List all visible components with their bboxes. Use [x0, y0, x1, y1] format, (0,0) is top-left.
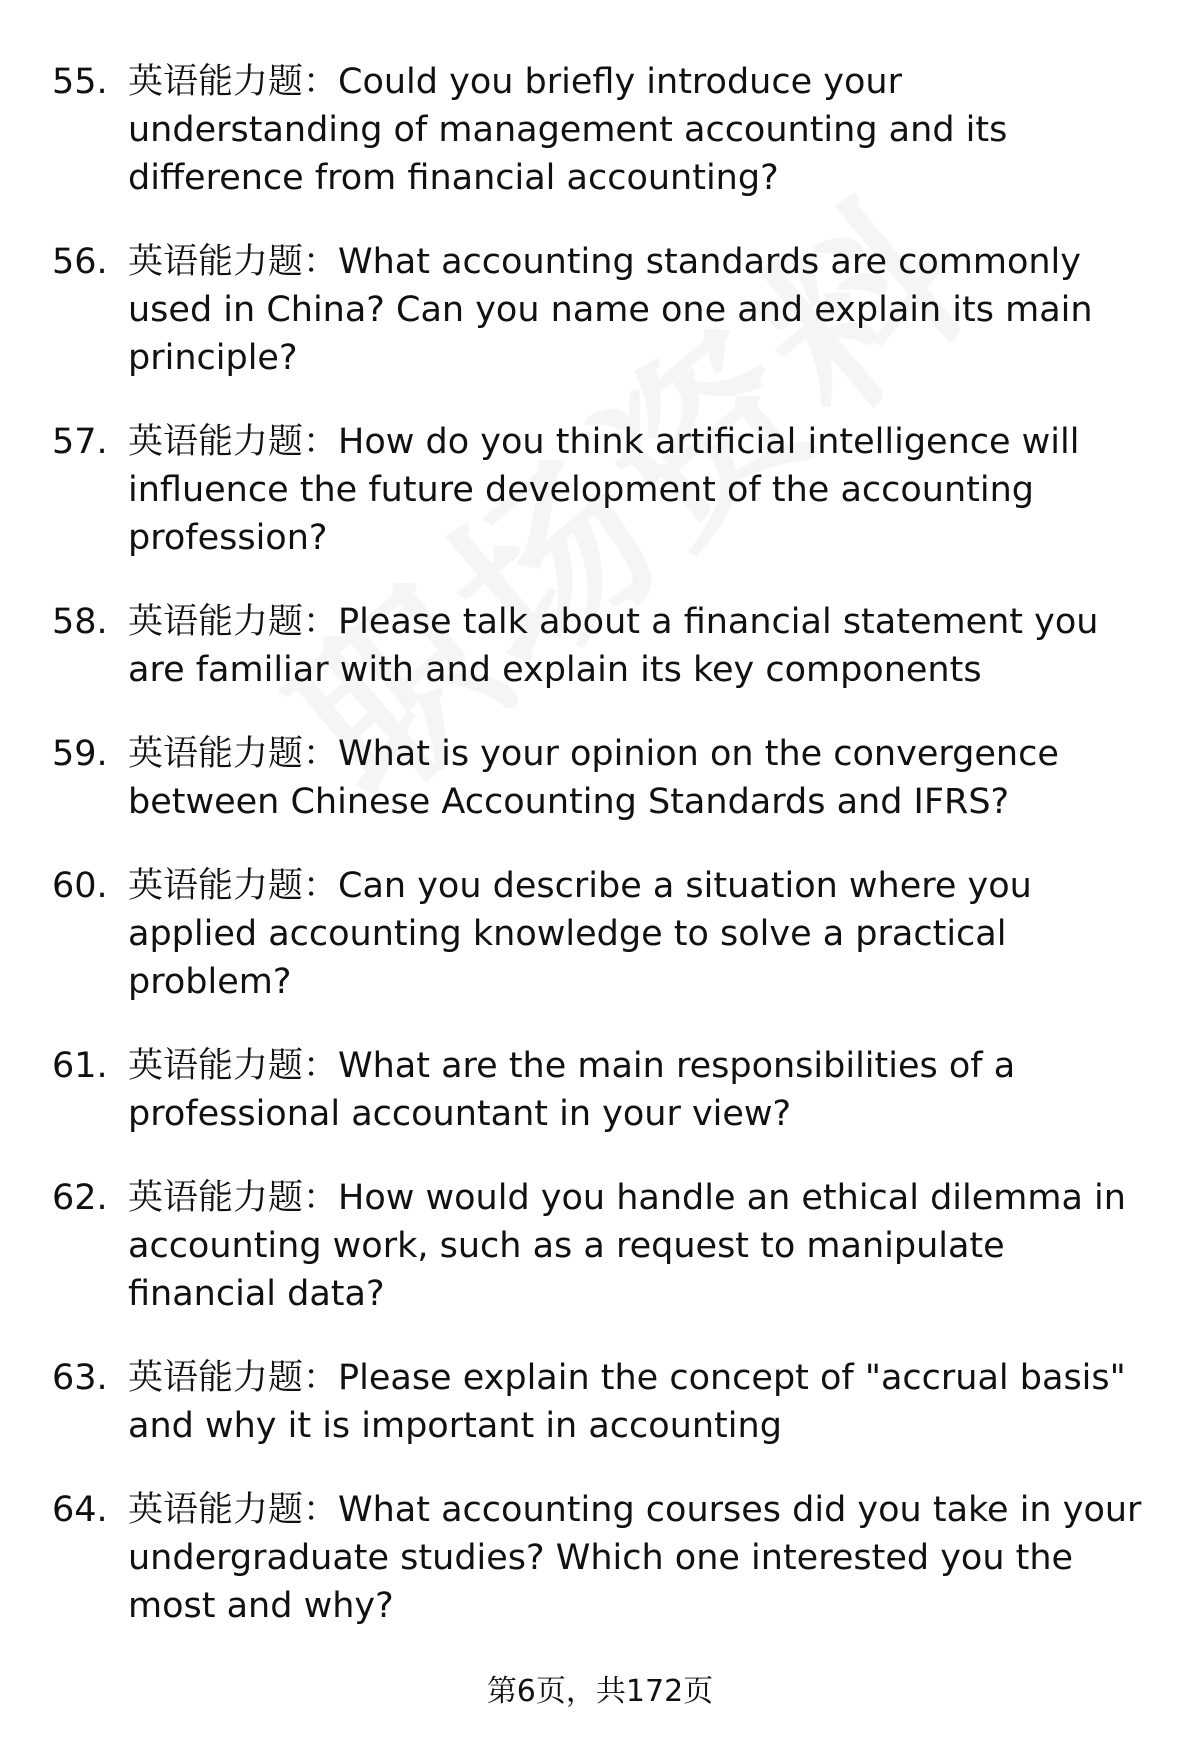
list-item [52, 598, 1162, 694]
question-number: 57. [52, 422, 108, 462]
question-list [52, 58, 1162, 1666]
question-text: What are the main responsibilities of a professional accountant in your view? [128, 1046, 1016, 1134]
question-body [128, 1042, 1162, 1138]
list-item [52, 730, 1162, 826]
question-prefix: 英语能力题： [128, 1490, 339, 1530]
question-prefix: 英语能力题： [128, 422, 339, 462]
question-number: 64. [52, 1490, 108, 1530]
question-prefix: 英语能力题： [128, 866, 339, 906]
question-prefix: 英语能力题： [128, 734, 339, 774]
list-item [52, 1354, 1162, 1450]
question-body [128, 1486, 1162, 1630]
question-text: Could you briefly introduce your understanding of management accounting and its difference from financial accounting? [128, 62, 1008, 198]
list-item [52, 1042, 1162, 1138]
question-body [128, 730, 1162, 826]
list-item [52, 862, 1162, 1006]
question-text: Please talk about a financial statement you are familiar with and explain its key components [128, 602, 1099, 690]
list-item [52, 418, 1162, 562]
question-number: 55. [52, 62, 108, 102]
question-number: 59. [52, 734, 108, 774]
question-number: 58. [52, 602, 108, 642]
question-number: 60. [52, 866, 108, 906]
question-text: How would you handle an ethical dilemma in accounting work, such as a request to manipulate financial data? [128, 1178, 1126, 1314]
question-prefix: 英语能力题： [128, 242, 339, 282]
question-body [128, 1174, 1162, 1318]
question-prefix: 英语能力题： [128, 62, 339, 102]
question-number: 63. [52, 1358, 108, 1398]
question-prefix: 英语能力题： [128, 1178, 339, 1218]
question-text: What accounting courses did you take in your undergraduate studies? Which one interested you the most and why? [128, 1490, 1142, 1626]
question-prefix: 英语能力题： [128, 602, 339, 642]
question-text: What is your opinion on the convergence between Chinese Accounting Standards and IFRS? [128, 734, 1059, 822]
question-prefix: 英语能力题： [128, 1358, 339, 1398]
question-text: Please explain the concept of "accrual basis" and why it is important in accounting [128, 1358, 1126, 1446]
list-item [52, 238, 1162, 382]
list-item [52, 1174, 1162, 1318]
question-body [128, 862, 1162, 1006]
question-number: 56. [52, 242, 108, 282]
question-number: 61. [52, 1046, 108, 1086]
question-body [128, 418, 1162, 562]
question-body [128, 58, 1162, 202]
question-body [128, 598, 1162, 694]
question-body [128, 1354, 1162, 1450]
question-text: How do you think artificial intelligence will influence the future development of the accounting profession? [128, 422, 1080, 558]
question-prefix: 英语能力题： [128, 1046, 339, 1086]
list-item [52, 1486, 1162, 1630]
question-text: Can you describe a situation where you applied accounting knowledge to solve a practical problem? [128, 866, 1032, 1002]
question-number: 62. [52, 1178, 108, 1218]
question-text: What accounting standards are commonly used in China? Can you name one and explain its main principle? [128, 242, 1093, 378]
question-body [128, 238, 1162, 382]
list-item [52, 58, 1162, 202]
page-footer: 第6页，共172页 [486, 1674, 714, 1709]
